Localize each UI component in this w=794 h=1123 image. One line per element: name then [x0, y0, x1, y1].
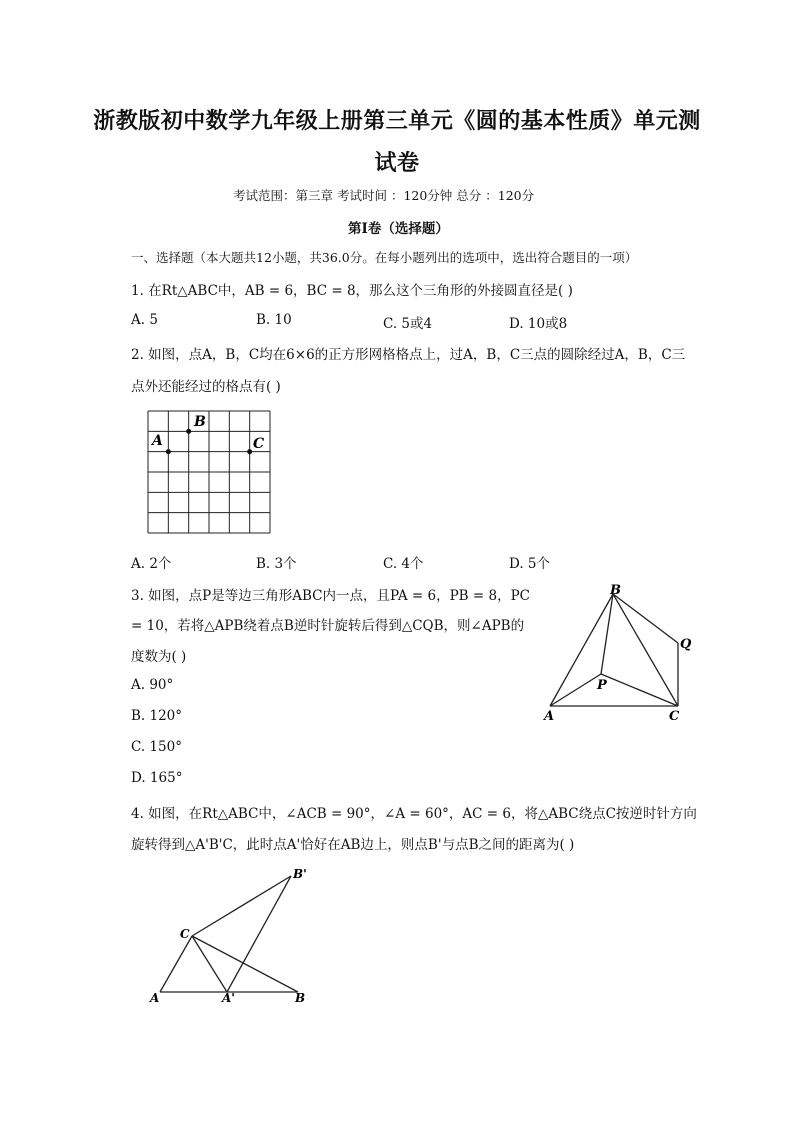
question-3-text-line-2: = 10，若将△APB绕着点B逆时针旋转后得到△CQB，则∠APB的	[131, 618, 525, 634]
question-2-option-b[interactable]: B. 3个	[256, 556, 297, 572]
vertex-b-label: B	[295, 991, 306, 1005]
point-c-label: C	[253, 436, 265, 452]
question-1-option-c[interactable]: C. 5或4	[383, 316, 433, 332]
question-4-rotation-figure	[140, 860, 340, 1010]
question-3-text-line-1: 3. 如图，点P是等边三角形ABC内一点，且PA = 6，PB = 8，PC	[131, 588, 530, 604]
point-p-label: P	[597, 678, 607, 693]
vertex-a-label: A	[544, 709, 555, 724]
question-1-option-a[interactable]: A. 5	[131, 312, 158, 328]
volume-title: 第I卷（选择题）	[348, 221, 449, 237]
question-2-option-d[interactable]: D. 5个	[509, 556, 551, 572]
vertex-b-label: B	[610, 583, 621, 598]
vertex-a-label: A	[150, 991, 160, 1005]
page-title: 浙教版初中数学九年级上册第三单元《圆的基本性质》单元测试卷	[93, 108, 701, 176]
triangle-lines	[550, 594, 678, 706]
vertex-c-label: C	[180, 927, 190, 941]
point-a-label: A	[152, 433, 163, 449]
exam-info: 考试范围：第三章 考试时间 ：120分钟 总分 ：120分	[233, 188, 535, 203]
question-2-grid-figure	[140, 405, 280, 540]
vertex-q-label: Q	[680, 637, 692, 652]
question-2-text-line-2: 点外还能经过的格点有( )	[131, 379, 281, 395]
question-1-text: 1. 在Rt△ABC中，AB = 6，BC = 8，那么这个三角形的外接圆直径是( )	[131, 283, 573, 299]
question-3-text-line-3: 度数为( )	[131, 649, 187, 665]
question-2-option-c[interactable]: C. 4个	[383, 556, 424, 572]
question-3-option-d[interactable]: D. 165°	[131, 770, 183, 786]
vertex-a-prime-label: A'	[222, 991, 235, 1005]
question-2-text-line-1: 2. 如图，点A，B，C均在6×6的正方形网格格点上，过A，B，C三点的圆除经过A，B，C三	[131, 347, 686, 363]
question-4-text-line-1: 4. 如图，在Rt△ABC中，∠ACB = 90°，∠A = 60°，AC = 6，将△ABC绕点C按逆时针方向	[131, 806, 697, 822]
vertex-c-label: C	[669, 709, 680, 724]
grid-lines	[148, 411, 270, 533]
point-a-dot	[166, 449, 171, 454]
point-b-dot	[186, 429, 191, 434]
question-3-option-c[interactable]: C. 150°	[131, 739, 182, 755]
question-1-option-d[interactable]: D. 10或8	[509, 316, 568, 332]
point-b-label: B	[194, 414, 206, 430]
question-3-option-b[interactable]: B. 120°	[131, 708, 183, 724]
question-3-triangle-figure	[540, 580, 700, 725]
point-c-dot	[247, 449, 252, 454]
question-3-option-a[interactable]: A. 90°	[131, 677, 174, 693]
question-1-option-b[interactable]: B. 10	[256, 312, 292, 328]
question-2-option-a[interactable]: A. 2个	[131, 556, 172, 572]
section-title: 一、选择题（本大题共12小题，共36.0分。在每小题列出的选项中，选出符合题目的一项）	[131, 250, 638, 265]
vertex-b-prime-label: B'	[293, 867, 307, 881]
question-4-text-line-2: 旋转得到△A'B'C，此时点A'恰好在AB边上，则点B'与点B之间的距离为( )	[131, 837, 575, 853]
